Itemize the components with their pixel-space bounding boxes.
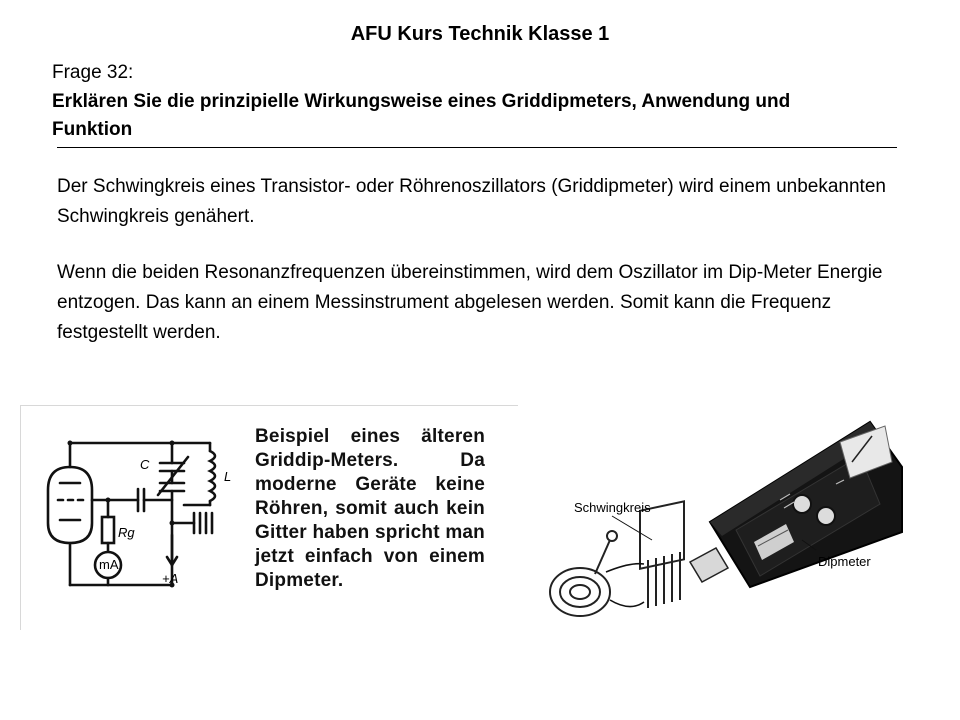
answer-paragraph-2: Wenn die beiden Resonanzfrequenzen übereinstimmen, wird dem Oszillator im Dip-Meter Energie entzogen. Das kann an einem Messinstrument abgelesen werden. Somit kann die Frequenz festgestellt werden. bbox=[57, 262, 883, 343]
answer-paragraph-1: Der Schwingkreis eines Transistor- oder Röhrenoszillators (Griddipmeter) wird einem unbekannten Schwingkreis genähert. bbox=[57, 176, 886, 227]
slide-title: AFU Kurs Technik Klasse 1 bbox=[350, 23, 610, 45]
label-coil: L bbox=[224, 469, 232, 484]
label-resistor: Rg bbox=[118, 525, 135, 540]
label-meter: mA bbox=[99, 557, 119, 572]
label-dipmeter: Dipmeter bbox=[818, 554, 871, 569]
question-number: Frage 32: bbox=[52, 62, 134, 83]
label-output: +A bbox=[162, 571, 179, 586]
label-capacitor: C bbox=[140, 457, 150, 472]
divider-line bbox=[57, 147, 897, 148]
figure-caption: Beispiel eines älteren Griddip-Meters. Da moderne Geräte keine Röhren, somit auch kein Gitter haben spricht man jetzt einfach von einem Dipmeter. bbox=[255, 426, 485, 591]
label-schwingkreis: Schwingkreis bbox=[574, 500, 651, 515]
question-text: Erklären Sie die prinzipielle Wirkungsweise eines Griddipmeters, Anwendung und Funktion bbox=[52, 91, 791, 140]
dipmeter-illustration bbox=[540, 412, 903, 637]
